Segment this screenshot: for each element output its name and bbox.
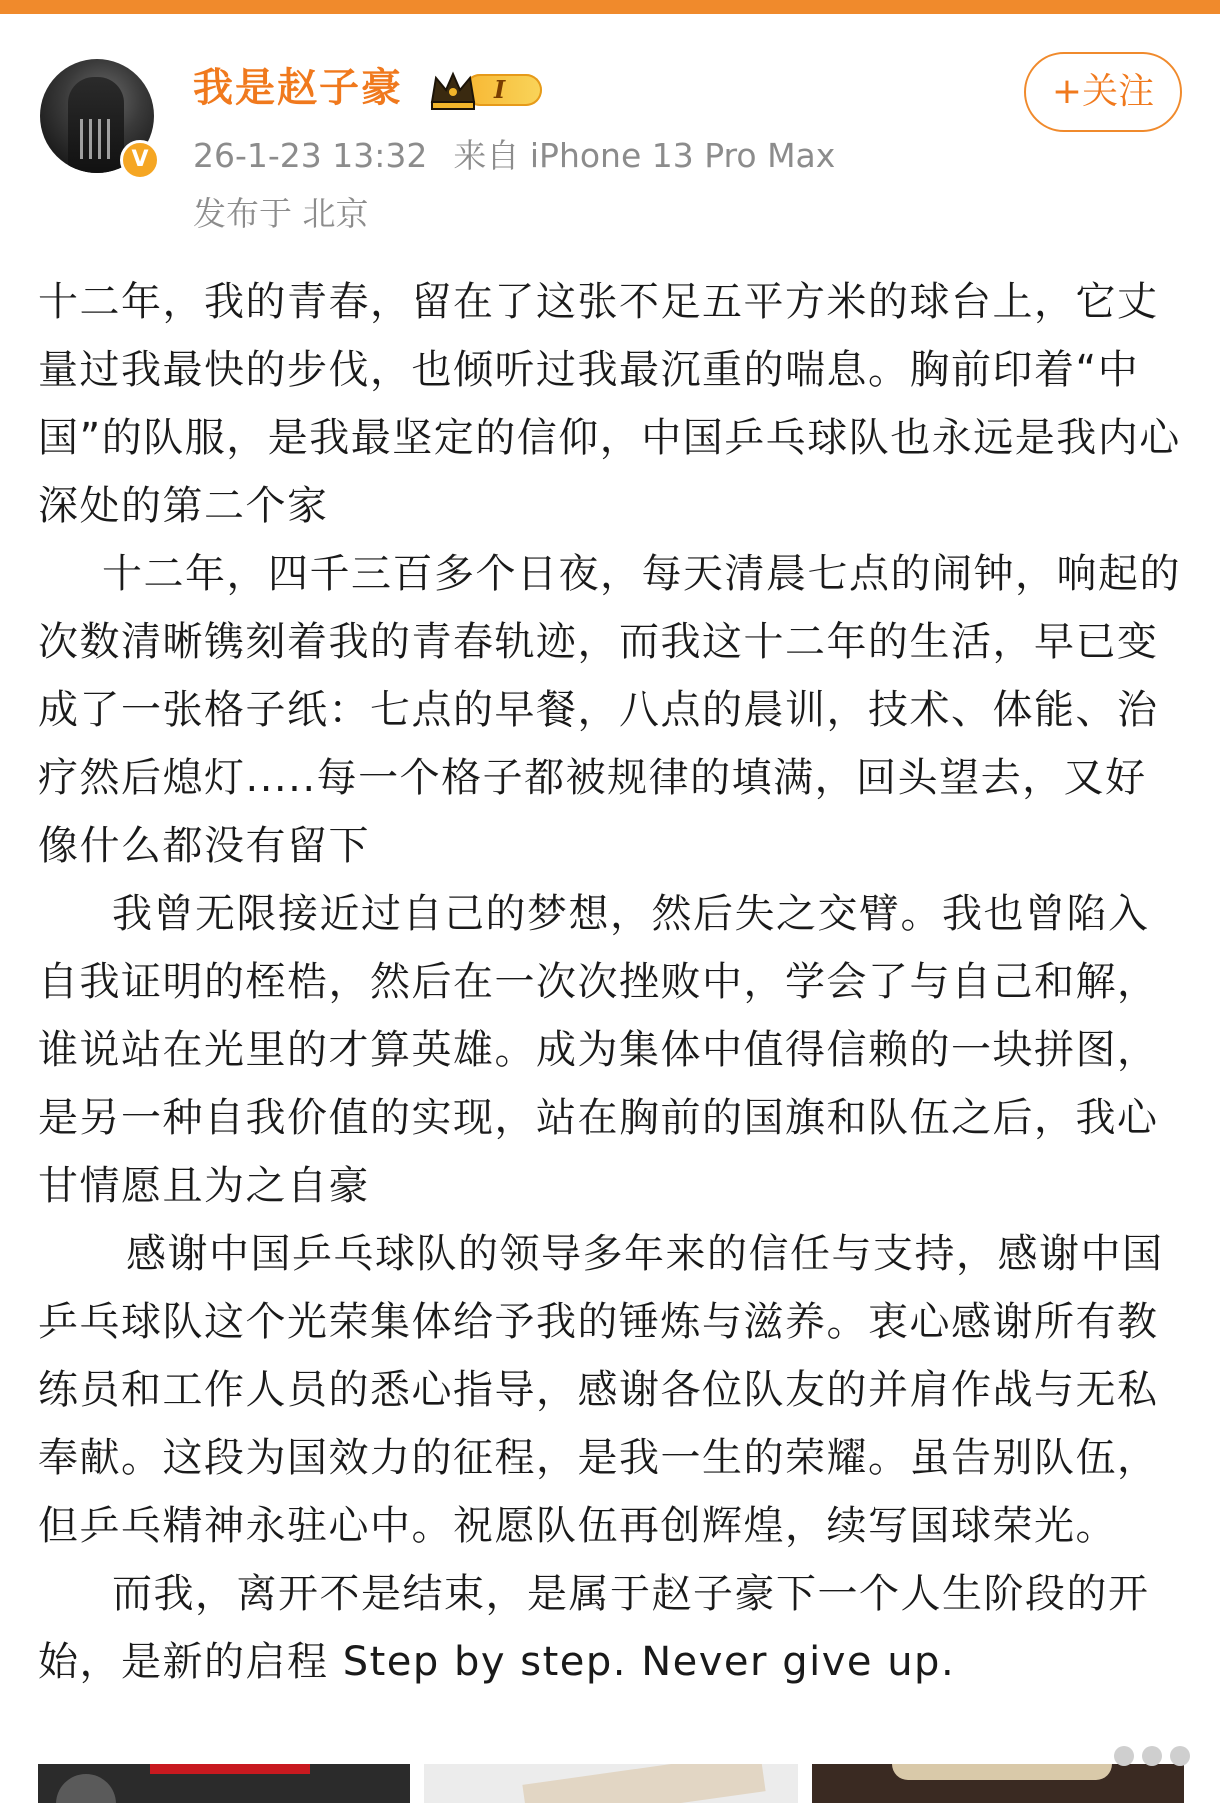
- verified-badge-icon: V: [120, 140, 160, 180]
- level-text: I: [494, 75, 506, 104]
- top-accent-strip: [0, 0, 1220, 14]
- image-detail: [522, 1764, 765, 1803]
- post-paragraph: 十二年，我的青春，留在了这张不足五平方米的球台上，它丈量过我最快的步伐，也倾听过我最沉重的喘息。胸前印着“中国”的队服，是我最坚定的信仰，中国乒乓球队也永远是我内心深处的第二个家: [38, 279, 1181, 529]
- post-paragraph: 我曾无限接近过自己的梦想，然后失之交臂。我也曾陷入自我证明的桎梏，然后在一次次挫败中，学会了与自己和解，谁说站在光里的才算英雄。成为集体中值得信赖的一块拼图，是另一种自我价值的实现，站在胸前的国旗和队伍之后，我心甘情愿且为之自豪: [38, 891, 1159, 1209]
- avatar-jacket-stripes: [74, 119, 114, 159]
- image-detail: [150, 1764, 310, 1774]
- crown-icon: [428, 68, 478, 112]
- username[interactable]: 我是赵子豪: [193, 65, 403, 111]
- post-images: [38, 1764, 1184, 1803]
- post-source: 来自 iPhone 13 Pro Max: [453, 136, 836, 175]
- post-image-2[interactable]: [424, 1764, 798, 1803]
- post-paragraph: 十二年，四千三百多个日夜，每天清晨七点的闹钟，响起的次数清晰镌刻着我的青春轨迹，而我这十二年的生活，早已变成了一张格子纸：七点的早餐，八点的晨训，技术、体能、治疗然后熄灯.....每一个格子都被规律的填满，回头望去，又好像什么都没有留下: [38, 551, 1181, 869]
- member-level-badge[interactable]: [428, 68, 546, 112]
- post-paragraph: 而我，离开不是结束，是属于赵子豪下一个人生阶段的开始，是新的启程 Step by step. Never give up.: [38, 1571, 1150, 1685]
- post-body: [38, 268, 1186, 1696]
- post-meta: [193, 132, 835, 180]
- follow-button[interactable]: +关注: [1024, 52, 1182, 132]
- post-image-1[interactable]: [38, 1764, 410, 1803]
- image-detail: [56, 1774, 116, 1803]
- image-detail: [892, 1764, 1112, 1780]
- post-location: 发布于 北京: [193, 194, 369, 233]
- more-icon[interactable]: [1094, 1722, 1194, 1782]
- post-paragraph: 感谢中国乒乓球队的领导多年来的信任与支持，感谢中国乒乓球队这个光荣集体给予我的锤炼与滋养。衷心感谢所有教练员和工作人员的悉心指导，感谢各位队友的并肩作战与无私奉献。这段为国效力的征程，是我一生的荣耀。虽告别队伍，但乒乓精神永驻心中。祝愿队伍再创辉煌，续写国球荣光。: [38, 1231, 1164, 1549]
- post-timestamp: 26-1-23 13:32: [193, 136, 428, 175]
